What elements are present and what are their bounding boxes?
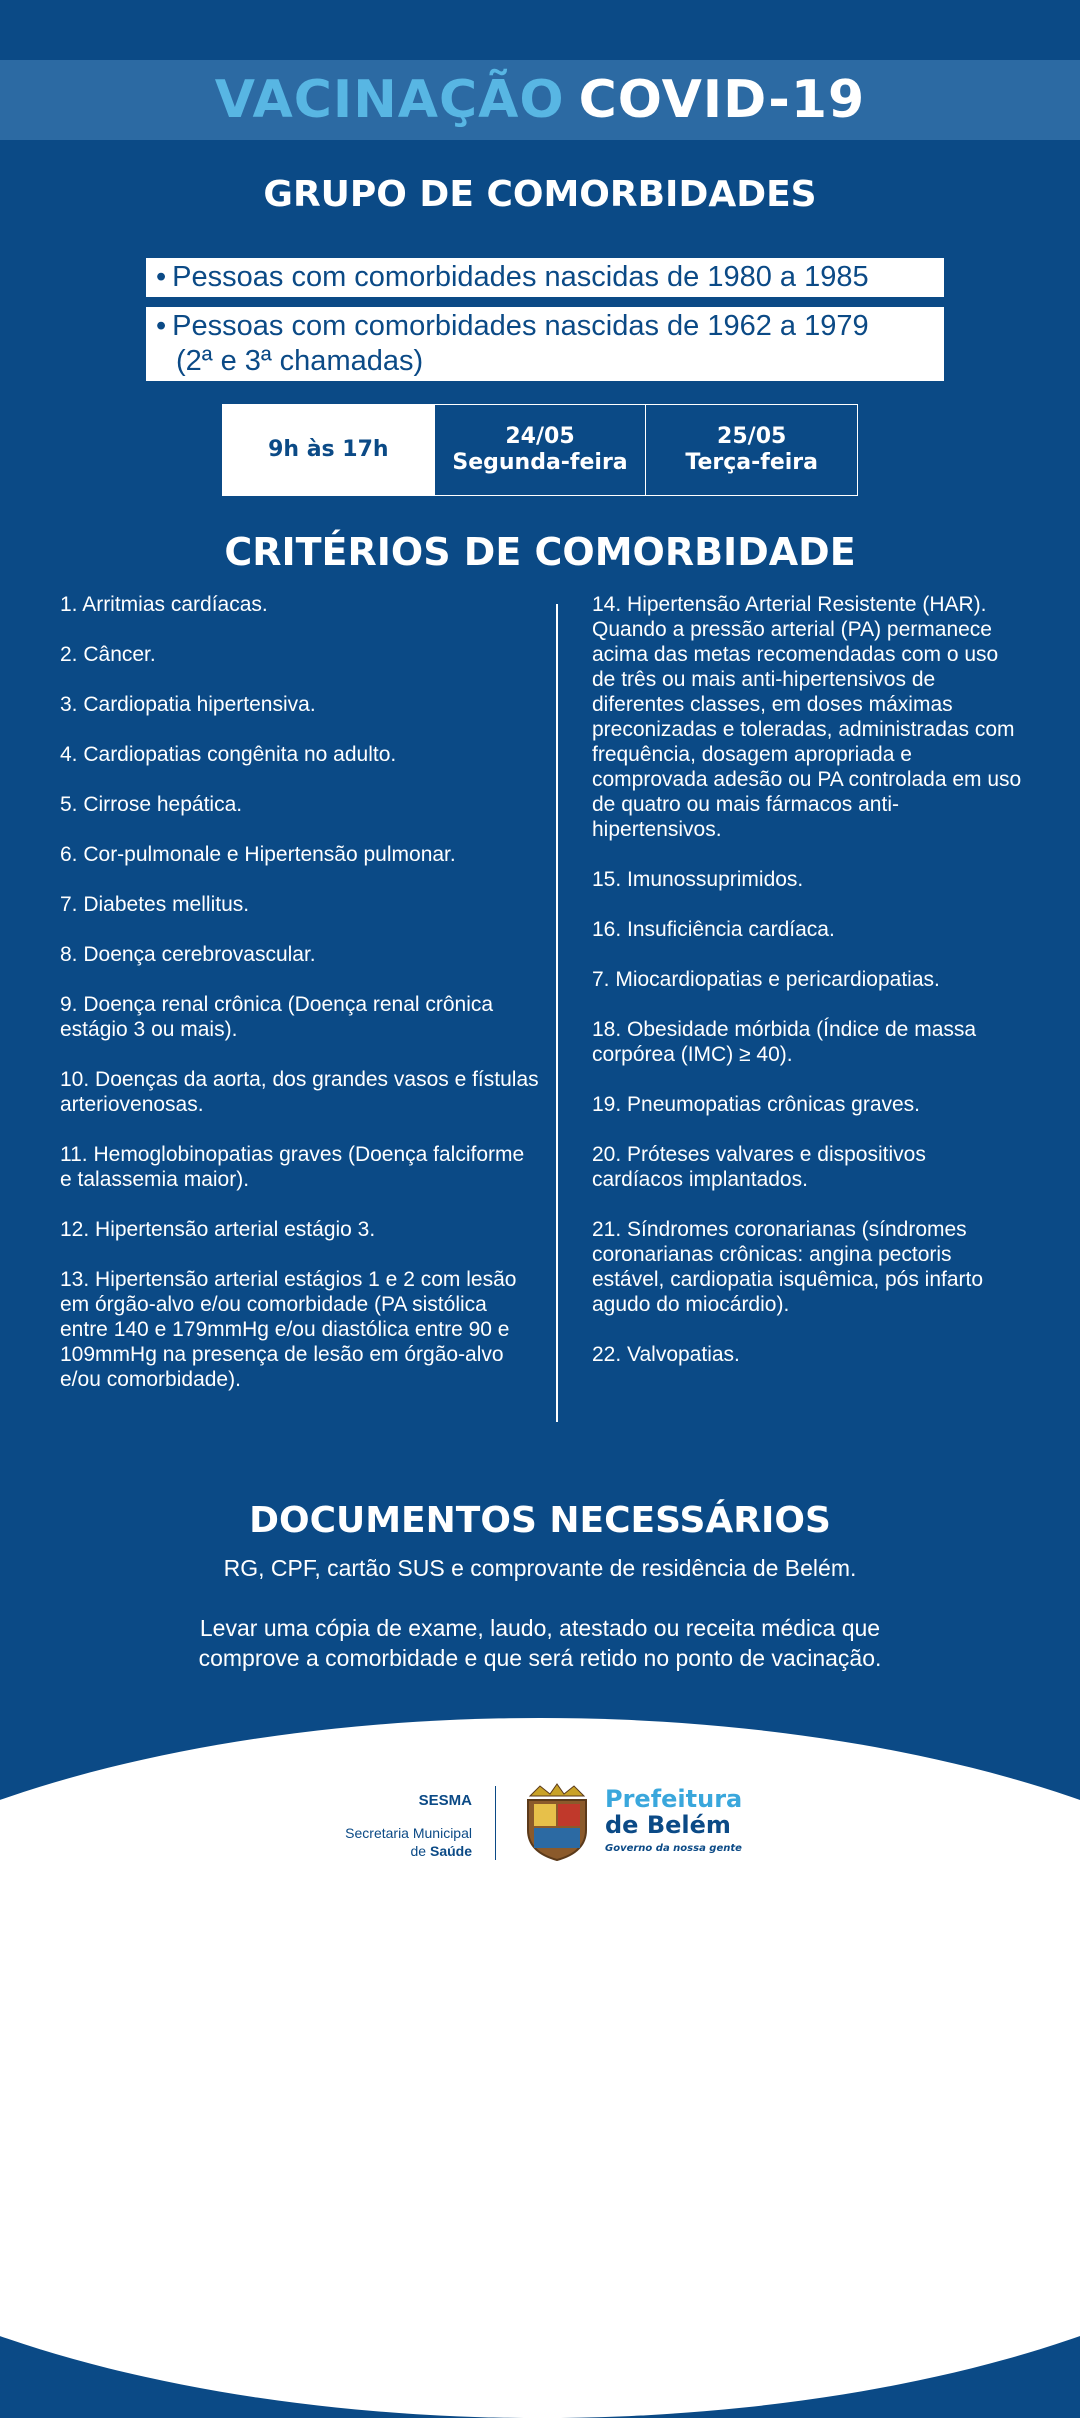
group-list bbox=[146, 258, 944, 391]
group-item-text: Pessoas com comorbidades nascidas de 1980 a 1985 bbox=[172, 261, 869, 293]
documents-title: DOCUMENTOS NECESSÁRIOS bbox=[249, 1500, 831, 1541]
prefeitura-logo bbox=[605, 1786, 742, 1856]
group-item-note: (2ª e 3ª chamadas) bbox=[176, 345, 424, 377]
criteria-item: 3. Cardiopatia hipertensiva. bbox=[60, 693, 316, 716]
group-item-1 bbox=[146, 258, 944, 297]
criteria-item: 1. Arritmias cardíacas. bbox=[60, 593, 268, 616]
title-vacinacao: VACINAÇÃO bbox=[214, 70, 565, 130]
criteria-item: 11. Hemoglobinopatias graves (Doença falciforme e talassemia maior). bbox=[60, 1143, 525, 1191]
hours-text: 9h às 17h bbox=[268, 437, 389, 462]
prefeitura-line2: de Belém bbox=[605, 1811, 731, 1839]
sesma-logo bbox=[345, 1792, 472, 1860]
criteria-item: 9. Doença renal crônica (Doença renal crônica estágio 3 ou mais). bbox=[60, 993, 494, 1041]
criteria-item: 19. Pneumopatias crônicas graves. bbox=[592, 1093, 921, 1116]
schedule-hours bbox=[223, 405, 434, 495]
title-covid: COVID-19 bbox=[578, 70, 866, 130]
schedule-table bbox=[222, 404, 858, 496]
criteria-item: 13. Hipertensão arterial estágios 1 e 2 com lesão em órgão-alvo e/ou comorbidade (PA sistólica entre 140 e 179mmHg e/ou diastólica entre 90 e 109mmHg na presença de lesão em órgão-alvo e/ou comorbidade). bbox=[60, 1268, 517, 1391]
criteria-item: 18. Obesidade mórbida (Índice de massa corpórea (IMC) ≥ 40). bbox=[592, 1018, 977, 1066]
group-item-text: Pessoas com comorbidades nascidas de 1962 a 1979 bbox=[172, 310, 869, 342]
city-crest-icon bbox=[520, 1782, 594, 1862]
criteria-item: 4. Cardiopatias congênita no adulto. bbox=[60, 743, 397, 766]
footer-logos bbox=[0, 1780, 1080, 1880]
documents-note-line1: Levar uma cópia de exame, laudo, atestado ou receita médica que bbox=[199, 1615, 881, 1641]
criteria-item: 8. Doença cerebrovascular. bbox=[60, 943, 316, 966]
criteria-item: 22. Valvopatias. bbox=[592, 1343, 740, 1366]
day2-weekday: Terça-feira bbox=[685, 450, 818, 475]
criteria-item: 7. Miocardiopatias e pericardiopatias. bbox=[592, 968, 940, 991]
sesma-line2 bbox=[345, 1842, 472, 1860]
criteria-left-column bbox=[60, 592, 540, 1417]
criteria-item: 14. Hipertensão Arterial Resistente (HAR). Quando a pressão arterial (PA) permanece acima das metas recomendadas com o uso de três ou mais anti-hipertensivos de diferentes classes, em doses máximas preconizadas e toleradas, administradas com frequência, dosagem apropriada e comprovada adesão ou PA controlada em uso de quatro ou mais fármacos anti-hipertensivos. bbox=[592, 593, 1022, 841]
group-title: GRUPO DE COMORBIDADES bbox=[263, 174, 817, 215]
criteria-item: 10. Doenças da aorta, dos grandes vasos e fístulas arteriovenosas. bbox=[60, 1068, 539, 1116]
criteria-item: 20. Próteses valvares e dispositivos cardíacos implantados. bbox=[592, 1143, 926, 1191]
documents-note bbox=[0, 1613, 1080, 1673]
prefeitura-tagline: Governo da nossa gente bbox=[605, 1843, 742, 1854]
criteria-right-column bbox=[592, 592, 1022, 1392]
sesma-line1: Secretaria Municipal bbox=[345, 1825, 472, 1841]
prefeitura-line1: Prefeitura bbox=[605, 1785, 743, 1813]
criteria-item: 12. Hipertensão arterial estágio 3. bbox=[60, 1218, 376, 1241]
documents-required: RG, CPF, cartão SUS e comprovante de residência de Belém. bbox=[223, 1555, 857, 1581]
criteria-item: 2. Câncer. bbox=[60, 643, 156, 666]
criteria-item: 6. Cor-pulmonale e Hipertensão pulmonar. bbox=[60, 843, 456, 866]
criteria-item: 16. Insuficiência cardíaca. bbox=[592, 918, 835, 941]
sesma-brand: SESMA bbox=[418, 1792, 472, 1809]
criteria-title: CRITÉRIOS DE COMORBIDADE bbox=[224, 530, 856, 574]
day1-date: 24/05 bbox=[505, 424, 575, 449]
documents-note-line2: comprove a comorbidade e que será retido no ponto de vacinação. bbox=[198, 1645, 882, 1671]
group-item-2 bbox=[146, 307, 944, 381]
sesma-line2-prefix: de bbox=[410, 1843, 430, 1859]
bullet: • bbox=[156, 261, 167, 293]
title-banner bbox=[0, 60, 1080, 140]
day2-date: 25/05 bbox=[717, 424, 787, 449]
bullet: • bbox=[156, 310, 167, 342]
criteria-item: 5. Cirrose hepática. bbox=[60, 793, 243, 816]
criteria-item: 15. Imunossuprimidos. bbox=[592, 868, 804, 891]
criteria-item: 7. Diabetes mellitus. bbox=[60, 893, 250, 916]
sesma-line2-strong: Saúde bbox=[429, 1843, 472, 1859]
schedule-day-2 bbox=[645, 405, 857, 495]
footer-divider bbox=[495, 1786, 496, 1860]
schedule-day-1 bbox=[434, 405, 646, 495]
column-divider bbox=[556, 604, 558, 1422]
criteria-item: 21. Síndromes coronarianas (síndromes coronarianas crônicas: angina pectoris estável, cardiopatia isquêmica, pós infarto agudo do miocárdio). bbox=[592, 1218, 984, 1316]
day1-weekday: Segunda-feira bbox=[452, 450, 628, 475]
